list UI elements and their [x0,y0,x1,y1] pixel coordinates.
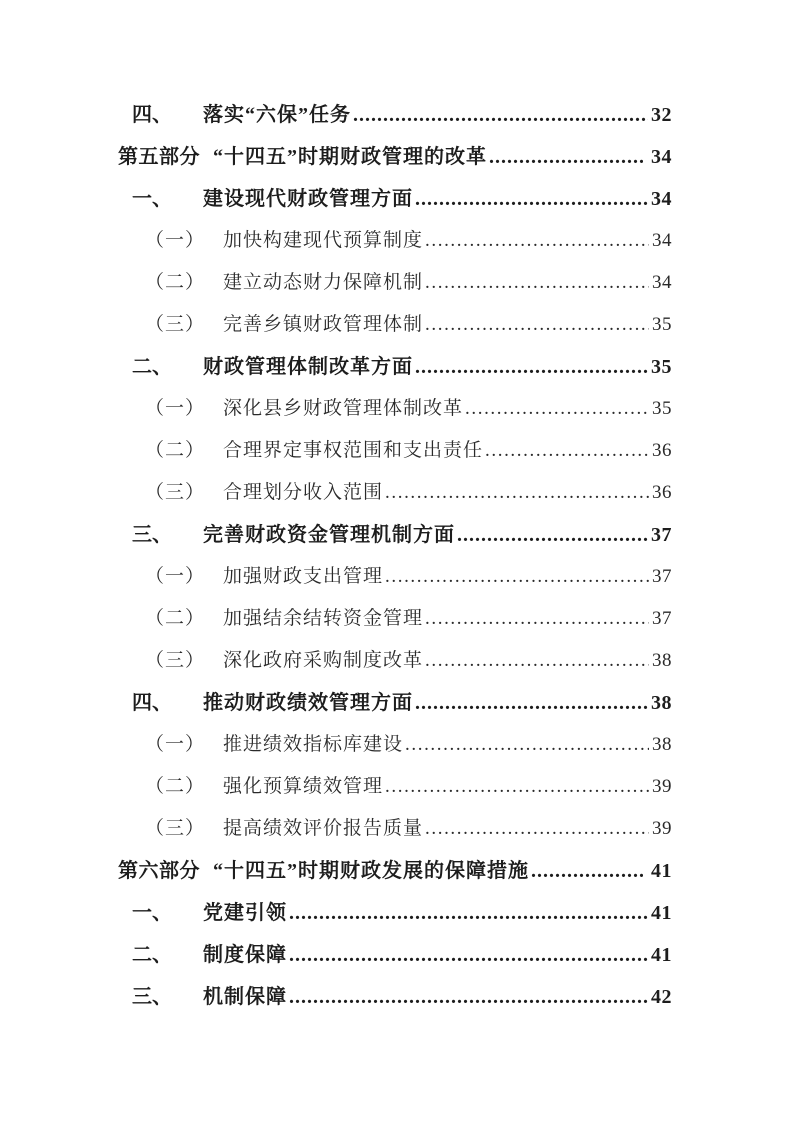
toc-entry-title: 强化预算绩效管理 [223,776,384,797]
toc-entry-number: （三） [145,650,206,671]
toc-entry-title: 建立动态财力保障机制 [223,272,424,293]
toc-entry-number: （二） [145,776,206,797]
toc-entry-page: 34 [651,188,672,210]
toc-entry-page: 37 [652,566,672,587]
dot-leader [385,472,649,514]
toc-entry[interactable] [132,976,672,1018]
dot-leader [385,556,649,598]
toc-entry[interactable] [118,136,672,178]
toc-entry-page: 35 [651,356,672,378]
toc-entry-title: 加强结余结转资金管理 [223,608,424,629]
dot-leader [425,220,649,262]
toc-entry-page: 41 [651,860,672,882]
dot-leader [353,94,648,136]
dot-leader [489,136,643,178]
toc-entry-page: 38 [652,650,672,671]
toc-entry-number: （三） [145,314,206,335]
toc-entry-page: 37 [652,608,672,629]
toc-entry-title: 完善财政资金管理机制方面 [203,524,455,546]
toc-entry[interactable] [132,94,672,136]
toc-entry-title: “十四五”时期财政发展的保障措施 [213,860,529,882]
toc-entry-number: （二） [145,272,206,293]
toc-entry-number: （一） [145,398,206,419]
toc-entry-page: 32 [651,104,672,126]
toc-entry-title: 推进绩效指标库建设 [223,734,404,755]
toc-entry-number: （一） [145,230,206,251]
toc-entry-page: 34 [652,230,672,251]
dot-leader [425,808,649,850]
toc-entry-title: 合理划分收入范围 [223,482,384,503]
toc-entry-title: “十四五”时期财政管理的改革 [213,146,487,168]
toc-entry-number: （三） [145,818,206,839]
toc-entry[interactable] [132,346,672,388]
toc-entry[interactable] [145,556,672,598]
toc-entry-number: （二） [145,440,206,461]
toc-entry-page: 36 [652,482,672,503]
toc-entry-number: （一） [145,566,206,587]
toc-entry[interactable] [118,850,672,892]
toc-entry[interactable] [145,430,672,472]
toc-entry-page: 35 [652,398,672,419]
toc-entry[interactable] [145,640,672,682]
toc-entry[interactable] [145,808,672,850]
toc-entry[interactable] [145,472,672,514]
dot-leader [425,598,649,640]
toc-entry-number: 第五部分 [118,146,200,168]
toc-entry-title: 落实“六保”任务 [203,104,351,126]
toc-entry[interactable] [132,892,672,934]
toc-entry[interactable] [145,262,672,304]
toc-entry[interactable] [132,514,672,556]
dot-leader [425,640,649,682]
toc-entry[interactable] [145,598,672,640]
toc-entry-page: 42 [651,986,672,1008]
toc-entry[interactable] [132,934,672,976]
toc-entry-title: 党建引领 [203,902,287,924]
toc-entry[interactable] [145,220,672,262]
toc-entry-page: 34 [651,146,672,168]
dot-leader [415,682,648,724]
dot-leader [415,346,648,388]
toc-entry[interactable] [145,724,672,766]
toc-entry-number: （三） [145,482,206,503]
toc-entry[interactable] [145,766,672,808]
toc-entry-title: 建设现代财政管理方面 [203,188,413,210]
toc-entry-number: （二） [145,608,206,629]
dot-leader [289,892,648,934]
toc-entry-title: 提高绩效评价报告质量 [223,818,424,839]
dot-leader [425,304,649,346]
dot-leader [289,976,648,1018]
toc-entry-number: （一） [145,734,206,755]
toc-entry-page: 39 [652,818,672,839]
dot-leader [385,766,649,808]
toc-entry-number: 二、 [132,356,172,378]
toc-entry-number: 一、 [132,902,172,924]
toc-entry-title: 深化县乡财政管理体制改革 [223,398,464,419]
toc-entry-page: 41 [651,944,672,966]
toc-entry-number: 第六部分 [118,860,200,882]
dot-leader [289,934,648,976]
toc-entry-number: 四、 [132,692,172,714]
toc-list [118,94,672,1018]
toc-entry-number: 一、 [132,188,172,210]
toc-entry-page: 37 [651,524,672,546]
toc-entry-title: 推动财政绩效管理方面 [203,692,413,714]
dot-leader [485,430,649,472]
toc-entry[interactable] [132,682,672,724]
toc-entry-number: 二、 [132,944,172,966]
toc-entry-number: 三、 [132,524,172,546]
toc-entry-number: 四、 [132,104,172,126]
dot-leader [457,514,648,556]
toc-entry-title: 加快构建现代预算制度 [223,230,424,251]
toc-entry-page: 38 [652,734,672,755]
toc-entry[interactable] [145,304,672,346]
dot-leader [415,178,648,220]
toc-entry[interactable] [132,178,672,220]
dot-leader [531,850,643,892]
toc-entry-title: 机制保障 [203,986,287,1008]
dot-leader [465,388,649,430]
toc-entry-title: 加强财政支出管理 [223,566,384,587]
toc-entry-title: 合理界定事权范围和支出责任 [223,440,484,461]
toc-entry-title: 完善乡镇财政管理体制 [223,314,424,335]
toc-entry-title: 财政管理体制改革方面 [203,356,413,378]
toc-entry-page: 39 [652,776,672,797]
dot-leader [425,262,649,304]
toc-entry-page: 35 [652,314,672,335]
toc-entry-page: 41 [651,902,672,924]
toc-entry-title: 深化政府采购制度改革 [223,650,424,671]
toc-entry-number: 三、 [132,986,172,1008]
dot-leader [405,724,649,766]
toc-entry-page: 34 [652,272,672,293]
toc-entry[interactable] [145,388,672,430]
toc-entry-page: 38 [651,692,672,714]
toc-entry-page: 36 [652,440,672,461]
toc-entry-title: 制度保障 [203,944,287,966]
